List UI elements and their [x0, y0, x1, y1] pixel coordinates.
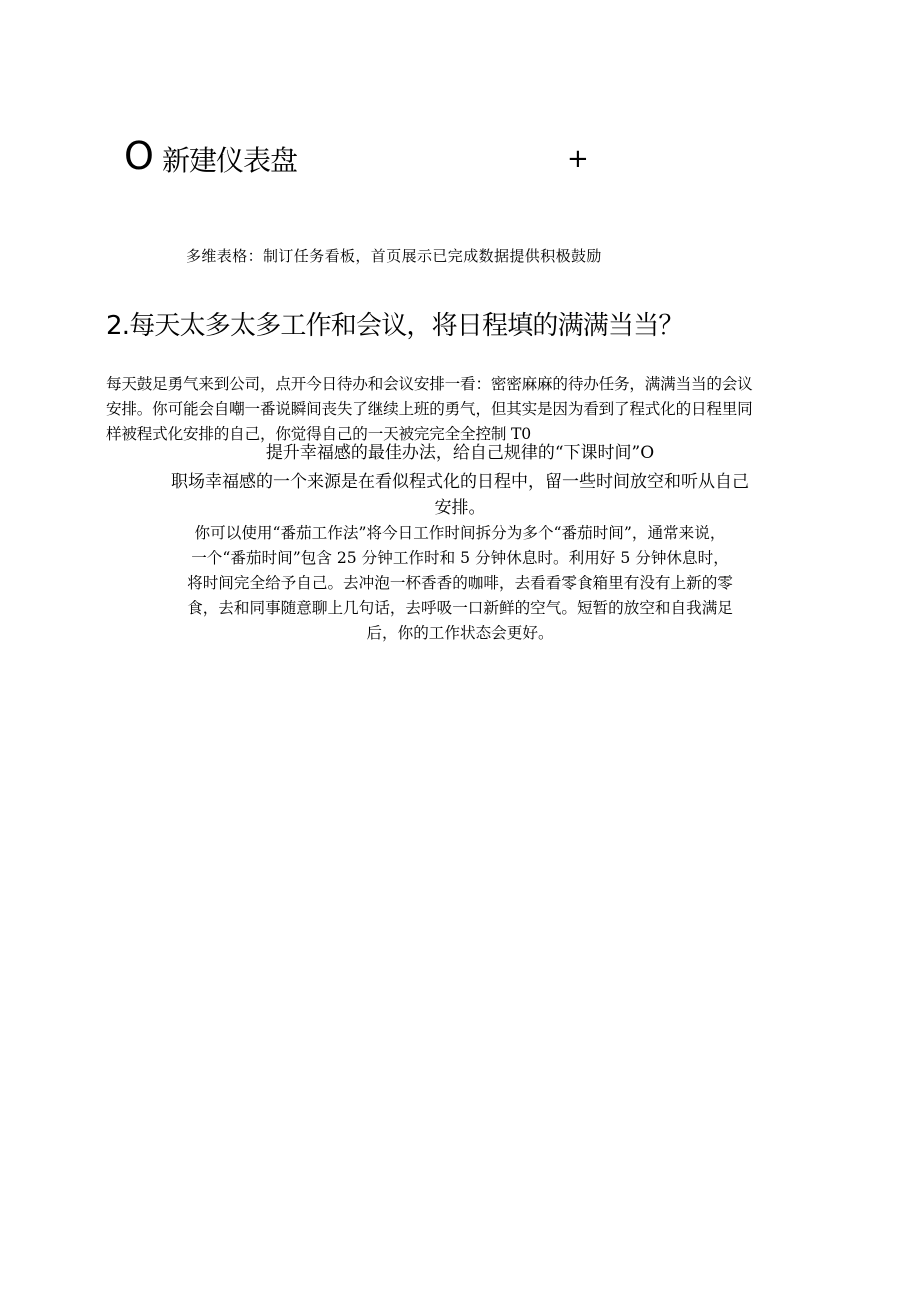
- lead-paragraph: [100, 469, 820, 521]
- intro-paragraph: [106, 372, 818, 447]
- paragraph-line: 后，你的工作状态会更好。: [366, 624, 554, 642]
- circle-icon: O: [124, 134, 154, 178]
- paragraph-line: 将时间完全给予自己。去冲泡一杯香香的咖啡，去看看零食箱里有没有上新的零: [187, 574, 733, 592]
- paragraph-line: 每天鼓足勇气来到公司，点开今日待办和会议安排一看：密密麻麻的待办任务，满满当当的会议: [106, 375, 753, 393]
- dashboard-title: 新建仪表盘: [162, 144, 298, 177]
- pomodoro-paragraph: [100, 521, 820, 646]
- section-heading: 2.每天太多太多工作和会议，将日程填的满满当当？: [106, 311, 684, 341]
- add-dashboard-button[interactable]: +: [567, 144, 589, 174]
- dashboard-header: [124, 133, 594, 183]
- sub-heading: 提升幸福感的最佳办法，给自己规律的“下课时间”O: [265, 443, 655, 463]
- paragraph-line: 食，去和同事随意聊上几句话，去呼吸一口新鲜的空气。短暂的放空和自我满足: [187, 599, 733, 617]
- paragraph-line: 职场幸福感的一个来源是在看似程式化的日程中，留一些时间放空和听从自己: [171, 472, 749, 492]
- paragraph-line: 一个“番茄时间”包含 25 分钟工作时和 5 分钟休息时。利用好 5 分钟休息时，: [191, 549, 729, 567]
- paragraph-line: 安排。: [434, 498, 486, 518]
- subtitle: 多维表格：制订任务看板，首页展示已完成数据提供积极鼓励: [186, 247, 602, 265]
- paragraph-line: 安排。你可能会自嘲一番说瞬间丧失了继续上班的勇气，但其实是因为看到了程式化的日程里同: [106, 400, 753, 418]
- paragraph-line: 样被程式化安排的自己，你觉得自己的一天被完完全全控制 T0: [106, 425, 531, 443]
- paragraph-line: 你可以使用“番茄工作法”将今日工作时间拆分为多个“番茄时间”，通常来说，: [194, 524, 726, 542]
